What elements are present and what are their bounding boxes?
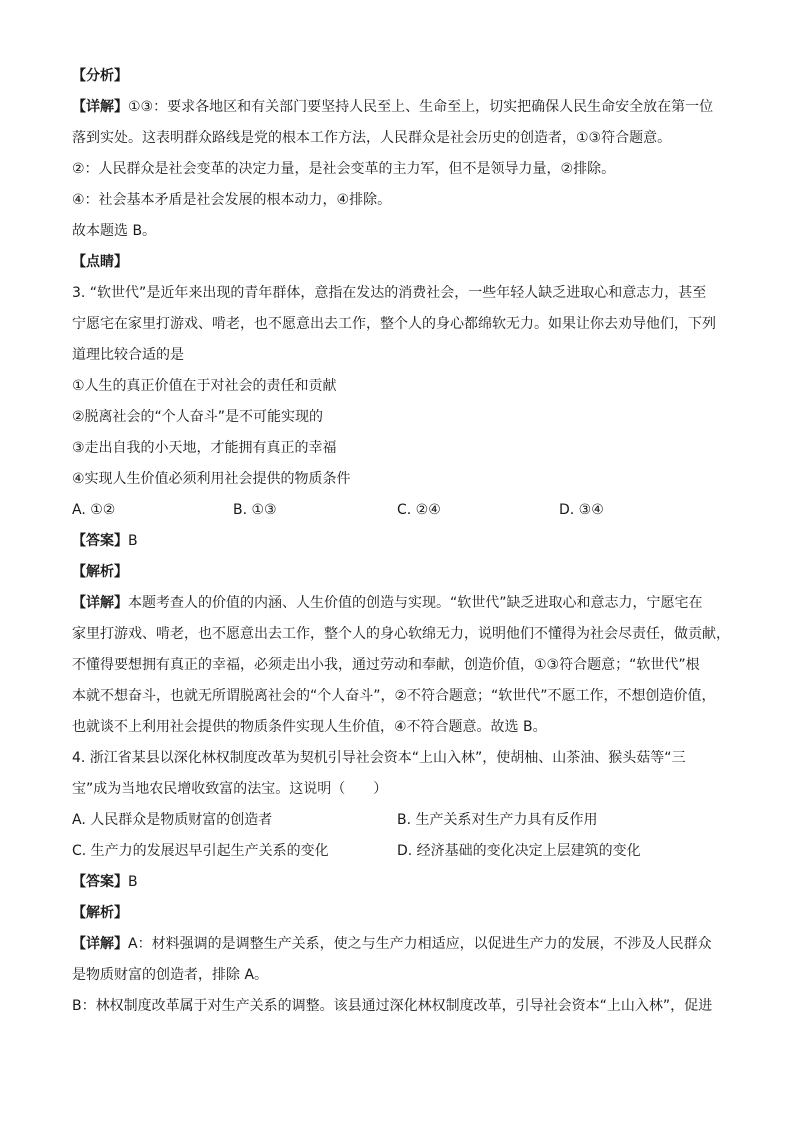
q3-detail-line <box>72 593 703 613</box>
q4-detail-line <box>72 934 712 954</box>
q3-item: ①人生的真正价值在于对社会的责任和贡献 <box>72 378 337 394</box>
detail-tag: 【详解】 <box>72 936 128 952</box>
answer-value: B <box>128 533 138 549</box>
q4-option-b: B. 生产关系对生产力具有反作用 <box>397 812 598 828</box>
detail-text: ①③：要求各地区和有关部门要坚持人民至上、生命至上，切实把确保人民生命安全放在第一位 <box>128 99 714 115</box>
q3-detail-line: 也就谈不上利用社会提供的物质条件实现人生价值，④不符合题意。故选 B。 <box>72 719 547 735</box>
q3-detail-line: 本就不想奋斗，也就无所谓脱离社会的“个人奋斗”，②不符合题意；“软世代”不愿工作，不想创造价值， <box>72 688 716 704</box>
q4-option-c: C. 生产力的发展迟早引起生产关系的变化 <box>72 843 329 859</box>
detail-tag: 【详解】 <box>72 595 128 611</box>
q3-detail-line: 家里打游戏、啃老，也不愿意出去工作，整个人的身心软绵无力，说明他们不懂得为社会尽责任，做贡献， <box>72 626 730 642</box>
q3-analysis-tag: 【解析】 <box>72 564 128 580</box>
detail-line: ②：人民群众是社会变革的决定力量，是社会变革的主力军，但不是领导力量，②排除。 <box>72 161 616 177</box>
q3-option-c: C. ②④ <box>397 502 441 518</box>
question-3-stem: 宁愿宅在家里打游戏、啃老，也不愿意出去工作，整个人的身心都绵软无力。如果让你去劝导他们，下列 <box>72 316 716 332</box>
q3-item: ③走出自我的小天地，才能拥有真正的幸福 <box>72 440 337 456</box>
q4-analysis-tag: 【解析】 <box>72 905 128 921</box>
question-4-stem: 4. 浙江省某县以深化林权制度改革为契机引导社会资本“上山入林”，使胡柚、山茶油、猴头菇等“三 <box>72 750 686 766</box>
answer-tag: 【答案】 <box>72 533 128 549</box>
analysis-tag: 【分析】 <box>72 68 128 84</box>
detail-line: ④：社会基本矛盾是社会发展的根本动力，④排除。 <box>72 192 392 208</box>
detail-text: A：材料强调的是调整生产关系，使之与生产力相适应，以促进生产力的发展，不涉及人民群众 <box>128 936 712 952</box>
question-3-stem: 3. “软世代”是近年来出现的青年群体，意指在发达的消费社会，一些年轻人缺乏进取心和意志力，甚至 <box>72 285 707 301</box>
detail-tag: 【详解】 <box>72 99 128 115</box>
answer-tag: 【答案】 <box>72 874 128 890</box>
q4-detail-line: 是物质财富的创造者，排除 A。 <box>72 967 269 983</box>
answer-value: B <box>128 874 138 890</box>
q4-answer <box>72 872 138 892</box>
q3-option-d: D. ③④ <box>559 502 604 518</box>
q4-option-a: A. 人民群众是物质财富的创造者 <box>72 812 273 828</box>
comment-tag: 【点睛】 <box>72 254 128 270</box>
q3-option-a: A. ①② <box>72 502 116 518</box>
detail-line: 落到实处。这表明群众路线是党的根本工作方法，人民群众是社会历史的创造者，①③符合题意。 <box>72 130 672 146</box>
q3-item: ②脱离社会的“个人奋斗”是不可能实现的 <box>72 409 324 425</box>
detail-line <box>72 97 713 117</box>
q3-answer <box>72 531 138 551</box>
q3-detail-line: 不懂得要想拥有真正的幸福，必须走出小我，通过劳动和奉献，创造价值，①③符合题意；“软世代”根 <box>72 657 700 673</box>
conclusion: 故本题选 B。 <box>72 223 157 239</box>
q3-item: ④实现人生价值必须利用社会提供的物质条件 <box>72 471 351 487</box>
q3-option-b: B. ①③ <box>233 502 277 518</box>
q4-detail-line: B：林权制度改革属于对生产关系的调整。该县通过深化林权制度改革，引导社会资本“上山入林”，促进 <box>72 998 713 1014</box>
question-3-stem: 道理比较合适的是 <box>72 347 184 363</box>
detail-text: 本题考查人的价值的内涵、人生价值的创造与实现。“软世代”缺乏进取心和意志力，宁愿宅在 <box>128 595 703 611</box>
question-4-stem: 宝”成为当地农民增收致富的法宝。这说明（ ） <box>72 781 388 797</box>
q4-option-d: D. 经济基础的变化决定上层建筑的变化 <box>397 843 641 859</box>
